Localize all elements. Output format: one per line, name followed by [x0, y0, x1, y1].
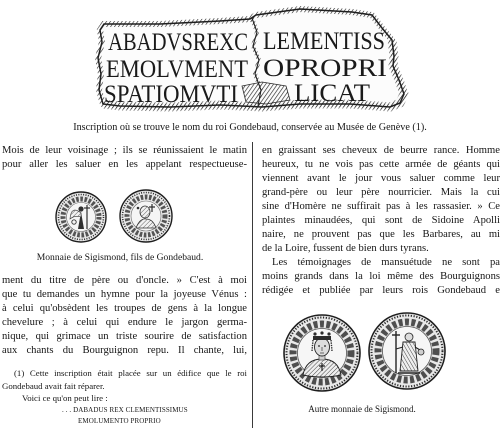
footnote: [2, 367, 247, 405]
text-line: heureux, tu ne vois pas cette armée de géants qui: [262, 159, 500, 170]
column-divider: [252, 142, 253, 428]
stone-line-1-left: ABADVSREXC: [108, 29, 248, 56]
stone-line-3-left: SPATIOMVTI: [104, 81, 238, 108]
text-line: en graissant ses cheveux de beurre rance. Homme: [262, 145, 500, 156]
other-sigismond-coins-image: [280, 310, 452, 396]
text-line: de la Loire, fussent de bien durs tyrans.: [262, 243, 429, 254]
text-line: aux chants du Bourguignon repu. Il chante, lui,: [2, 345, 247, 356]
left-coins-caption: Monnaie de Sigismond, fils de Gondebaud.: [36, 252, 204, 263]
coin-standing-figure-reverse: [369, 313, 445, 389]
text-line: chevelure ; à celui qui endure le jargon germa-: [2, 317, 247, 328]
inscription-caption: Inscription où se trouve le nom du roi Gondebaud, conservée au Musée de Genève (1).: [73, 122, 427, 133]
text-line: viennent avant le jour vous saluer comme leur: [262, 173, 500, 184]
transcription-line: EMOLUMENTO PROPRIO: [78, 417, 161, 425]
right-coins-caption: Autre monnaie de Sigismond.: [308, 404, 416, 414]
footnote-line: Voici ce qu'on peut lire :: [22, 393, 108, 404]
stone-line-2-left: EMOLVMENT: [106, 56, 248, 83]
footnote-transcription: [2, 405, 247, 427]
stone-line-3-right: LICAT: [294, 80, 370, 107]
footnote-line: (1) Cette inscription était placée sur un édifice que le roi: [14, 368, 247, 378]
left-column-bottom: [2, 274, 247, 358]
transcription-line: . . . DABADUS REX CLEMENTISSIMUS: [62, 406, 188, 414]
footnote-line: Gondebaud avait fait réparer.: [2, 380, 105, 391]
coin-reverse: [120, 190, 172, 242]
text-line: ment du titre de père ou d'oncle. » C'est à moi: [2, 275, 247, 286]
left-column-top: [2, 144, 247, 172]
inscription-stone-image: [0, 0, 500, 114]
text-line: sine d'Homère ne suffirait pas à les rassasier. » Ce: [262, 201, 500, 212]
right-column: [262, 144, 500, 298]
sigismond-coins-image: [40, 186, 190, 248]
text-line: rédigée et publiée par leurs rois Gondebaud e: [262, 285, 500, 296]
stone-line-1-right: LEMENTISS: [263, 28, 385, 55]
coin-obverse: [56, 192, 106, 242]
text-line: pour aller les saluer en les appelant respectueuse-: [2, 159, 247, 170]
text-line: grand-père ou leur père nourricier. Mais la cui: [262, 187, 500, 198]
text-line: plaintes minaudées, qui sont de Sidoine Apolli: [262, 215, 500, 226]
text-line: nique, qui grimace un triste sourire de satisfaction: [2, 331, 247, 342]
text-line: Les témoignages de mansuétude ne sont pa: [272, 257, 500, 268]
text-line: naire, ne prouvent pas que les Barbares, au mi: [262, 229, 500, 240]
text-line: que tu demandes un hymne pour la joyeuse Vénus :: [2, 289, 247, 300]
text-line: Mois de leur voisinage ; ils se réunissaient le matin: [2, 145, 247, 156]
stone-line-2-right: OPROPRI: [263, 55, 387, 82]
stone-damaged-area: [242, 82, 290, 104]
text-line: à celui qu'obsèdent les troupes de gens à la longue: [2, 303, 247, 314]
text-line: moins grands dans la loi même des Bourguignons: [262, 271, 500, 282]
coin-bust-obverse: [284, 315, 360, 391]
